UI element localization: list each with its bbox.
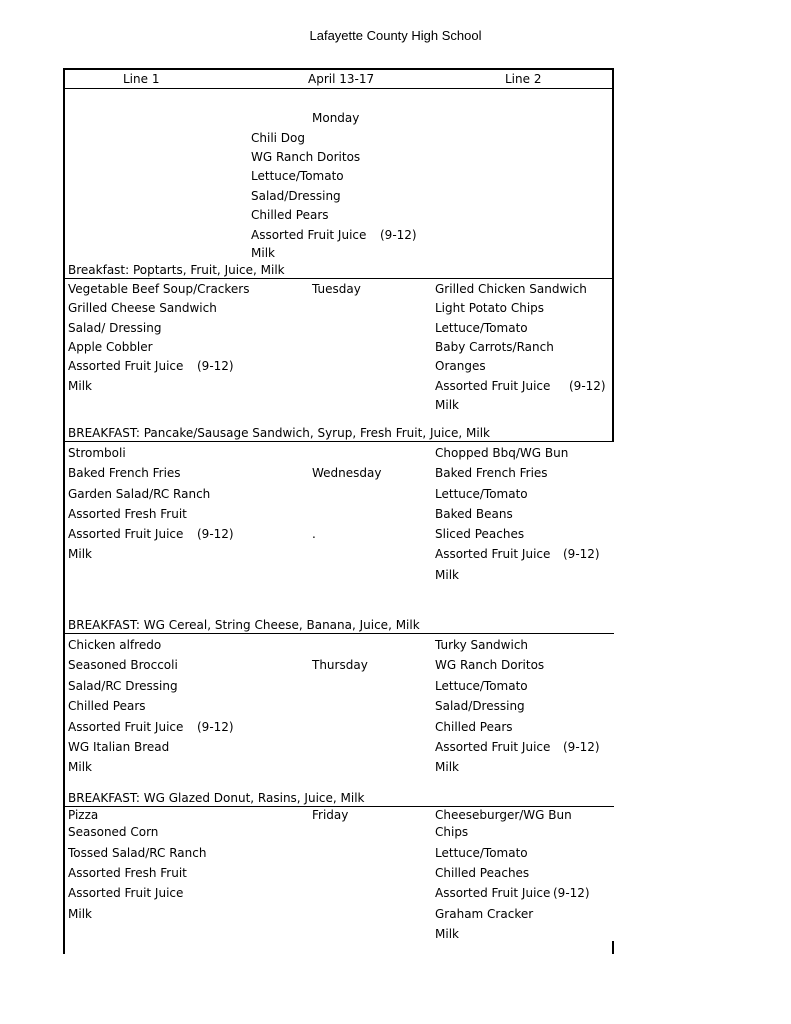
tuesday-line2-item: Oranges xyxy=(435,359,486,373)
header-line2: Line 2 xyxy=(505,72,542,86)
thursday-breakfast: BREAKFAST: WG Glazed Donut, Rasins, Juice, Milk xyxy=(68,791,365,805)
wednesday-line1-item: Garden Salad/RC Ranch xyxy=(68,487,211,501)
thursday-line2-item: WG Ranch Doritos xyxy=(435,658,545,672)
thursday-line2-item: Lettuce/Tomato xyxy=(435,679,528,693)
header-week: April 13-17 xyxy=(308,72,375,86)
wednesday-dot: . xyxy=(312,527,316,541)
friday-line2-item: Graham Cracker xyxy=(435,907,534,921)
tuesday-line1-item: Vegetable Beef Soup/Crackers xyxy=(68,282,250,296)
thursday-line2-item: Turky Sandwich xyxy=(435,638,529,652)
monday-item: Milk xyxy=(251,246,275,260)
wednesday-line1-item: Assorted Fresh Fruit xyxy=(68,507,187,521)
wednesday-line2-item: Milk xyxy=(435,568,459,582)
monday-juice-grades: (9-12) xyxy=(380,228,417,242)
table-right-border-lower xyxy=(612,941,614,954)
friday-line1-item: Assorted Fresh Fruit xyxy=(68,866,187,880)
divider-thursday xyxy=(64,806,614,807)
tuesday-line1-item: Apple Cobbler xyxy=(68,340,153,354)
divider-monday xyxy=(64,278,614,279)
thursday-line1-item: Assorted Fruit Juice xyxy=(68,720,184,734)
wednesday-line1-item: Baked French Fries xyxy=(68,466,181,480)
wednesday-line1-item: Assorted Fruit Juice xyxy=(68,527,184,541)
thursday-line1-item: Salad/RC Dressing xyxy=(68,679,178,693)
thursday-line2-item: Chilled Pears xyxy=(435,720,513,734)
monday-item: Lettuce/Tomato xyxy=(251,169,344,183)
friday-line1-item: Milk xyxy=(68,907,92,921)
thursday-line1-item: Chicken alfredo xyxy=(68,638,162,652)
header-line1: Line 1 xyxy=(123,72,160,86)
tuesday-line2-item: Lettuce/Tomato xyxy=(435,321,528,335)
wednesday-line2-item: Assorted Fruit Juice xyxy=(435,547,551,561)
friday-line1-item: Pizza xyxy=(68,808,99,822)
monday-item: Chili Dog xyxy=(251,131,305,145)
table-top-border xyxy=(64,68,614,70)
divider-wednesday xyxy=(64,633,614,634)
table-right-border xyxy=(612,68,614,442)
monday-item: Salad/Dressing xyxy=(251,189,341,203)
wednesday-line1-item: Milk xyxy=(68,547,92,561)
friday-line2-item: Cheeseburger/WG Bun xyxy=(435,808,572,822)
tuesday-line2-item: Light Potato Chips xyxy=(435,301,545,315)
header-divider xyxy=(64,88,614,89)
friday-day: Friday xyxy=(312,808,349,822)
monday-item: WG Ranch Doritos xyxy=(251,150,361,164)
monday-day: Monday xyxy=(312,111,360,125)
wednesday-line2-item: Sliced Peaches xyxy=(435,527,525,541)
page-title: Lafayette County High School xyxy=(309,28,482,43)
thursday-line1-item: WG Italian Bread xyxy=(68,740,170,754)
thursday-line2-item: Milk xyxy=(435,760,459,774)
thursday-line1-item: Seasoned Broccoli xyxy=(68,658,178,672)
wednesday-line2-item: Chopped Bbq/WG Bun xyxy=(435,446,569,460)
thursday-line2-grades: (9-12) xyxy=(563,740,600,754)
tuesday-line1-grades: (9-12) xyxy=(197,359,234,373)
tuesday-line1-item: Grilled Cheese Sandwich xyxy=(68,301,217,315)
wednesday-line1-grades: (9-12) xyxy=(197,527,234,541)
wednesday-line2-grades: (9-12) xyxy=(563,547,600,561)
wednesday-breakfast: BREAKFAST: WG Cereal, String Cheese, Banana, Juice, Milk xyxy=(68,618,420,632)
friday-line2-grades: (9-12) xyxy=(553,886,590,900)
thursday-day: Thursday xyxy=(312,658,368,672)
thursday-line1-item: Chilled Pears xyxy=(68,699,146,713)
wednesday-line2-item: Baked Beans xyxy=(435,507,513,521)
tuesday-breakfast: BREAKFAST: Pancake/Sausage Sandwich, Syrup, Fresh Fruit, Juice, Milk xyxy=(68,426,491,440)
wednesday-line1-item: Stromboli xyxy=(68,446,126,460)
friday-line2-item: Lettuce/Tomato xyxy=(435,846,528,860)
thursday-line2-item: Salad/Dressing xyxy=(435,699,525,713)
friday-line2-item: Milk xyxy=(435,927,459,941)
tuesday-line2-item: Milk xyxy=(435,398,459,412)
friday-line2-item: Chips xyxy=(435,825,469,839)
tuesday-line1-item: Salad/ Dressing xyxy=(68,321,162,335)
tuesday-line2-item: Grilled Chicken Sandwich xyxy=(435,282,587,296)
friday-line1-item: Assorted Fruit Juice xyxy=(68,886,184,900)
friday-line1-item: Seasoned Corn xyxy=(68,825,159,839)
thursday-line2-item: Assorted Fruit Juice xyxy=(435,740,551,754)
thursday-line1-grades: (9-12) xyxy=(197,720,234,734)
friday-line2-item: Chilled Peaches xyxy=(435,866,530,880)
monday-breakfast: Breakfast: Poptarts, Fruit, Juice, Milk xyxy=(68,263,285,277)
tuesday-day: Tuesday xyxy=(312,282,361,296)
divider-tuesday xyxy=(64,441,614,442)
monday-item: Chilled Pears xyxy=(251,208,329,222)
thursday-line1-item: Milk xyxy=(68,760,92,774)
tuesday-line2-item: Assorted Fruit Juice xyxy=(435,379,551,393)
wednesday-line2-item: Lettuce/Tomato xyxy=(435,487,528,501)
table-left-border xyxy=(63,68,65,954)
tuesday-line1-item: Assorted Fruit Juice xyxy=(68,359,184,373)
friday-line2-item: Assorted Fruit Juice xyxy=(435,886,551,900)
wednesday-line2-item: Baked French Fries xyxy=(435,466,548,480)
friday-line1-item: Tossed Salad/RC Ranch xyxy=(68,846,207,860)
tuesday-line2-grades: (9-12) xyxy=(569,379,606,393)
monday-item: Assorted Fruit Juice xyxy=(251,228,367,242)
tuesday-line2-item: Baby Carrots/Ranch xyxy=(435,340,554,354)
wednesday-day: Wednesday xyxy=(312,466,382,480)
tuesday-line1-item: Milk xyxy=(68,379,92,393)
